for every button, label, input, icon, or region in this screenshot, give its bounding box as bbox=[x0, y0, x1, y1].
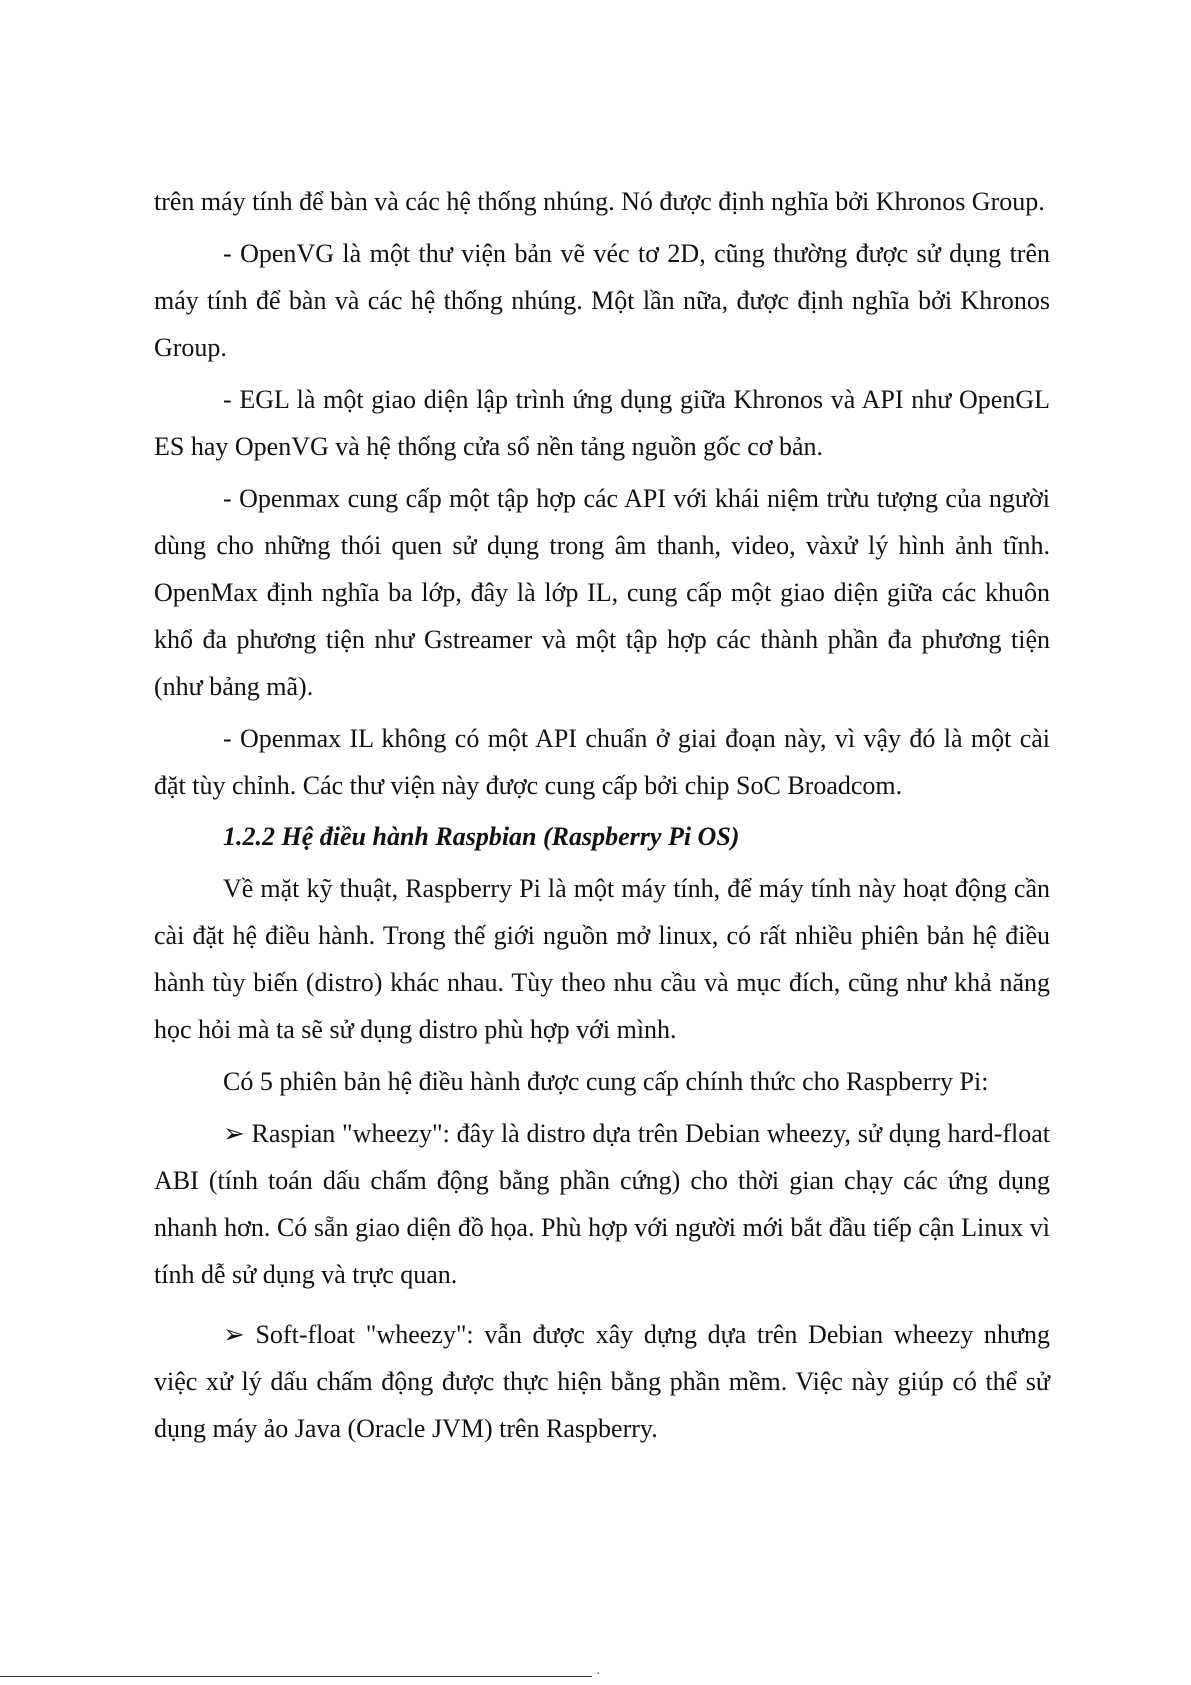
paragraph-khronos-continued: trên máy tính để bàn và các hệ thống nhúng. Nó được định nghĩa bởi Khronos Group. bbox=[154, 187, 1045, 216]
page-body bbox=[154, 178, 1050, 1452]
list-item-soft-float-wheezy: ➢ Soft-float "wheezy": vẫn được xây dựng dựa trên Debian wheezy nhưng việc xử lý dấu chấm động được thực hiện bằng phần mềm. Việc này giúp có thể sử dụng máy ảo Java (Oracle JVM) trên Raspberry. bbox=[154, 1320, 1050, 1443]
paragraph-openmax: - Openmax cung cấp một tập hợp các API với khái niệm trừu tượng của người dùng cho những thói quen sử dụng trong âm thanh, video, vàxử lý hình ảnh tĩnh. OpenMax định nghĩa ba lớp, đây là lớp IL, cung cấp một giao diện giữa các khuôn khổ đa phương tiện như Gstreamer và một tập hợp các thành phần đa phương tiện (như bảng mã). bbox=[154, 484, 1050, 701]
list-item-raspian-wheezy: ➢ Raspian "wheezy": đây là distro dựa trên Debian wheezy, sử dụng hard-float ABI (tính toán dấu chấm động bằng phần cứng) cho thời gian chạy các ứng dụng nhanh hơn. Có sẵn giao diện đồ họa. Phù hợp với người mới bắt đầu tiếp cận Linux vì tính dễ sử dụng và trực quan. bbox=[154, 1119, 1050, 1289]
section-heading-raspbian: 1.2.2 Hệ điều hành Raspbian (Raspberry Pi OS) bbox=[223, 822, 740, 851]
paragraph-raspberry-pi-os-intro: Về mặt kỹ thuật, Raspberry Pi là một máy tính, để máy tính này hoạt động cần cài đặt hệ điều hành. Trong thế giới nguồn mở linux, có rất nhiều phiên bản hệ điều hành tùy biến (distro) khác nhau. Tùy theo nhu cầu và mục đích, cũng như khả năng học hỏi mà ta sẽ sử dụng distro phù hợp với mình. bbox=[154, 874, 1050, 1044]
paragraph-openmax-il: - Openmax IL không có một API chuẩn ở giai đoạn này, vì vậy đó là một cài đặt tùy chỉnh. Các thư viện này được cung cấp bởi chip SoC Broadcom. bbox=[154, 724, 1050, 800]
footer-divider bbox=[0, 1676, 592, 1677]
footer-mark: · bbox=[596, 1667, 601, 1682]
paragraph-openvg: - OpenVG là một thư viện bản vẽ véc tơ 2D, cũng thường được sử dụng trên máy tính để bàn và các hệ thống nhúng. Một lần nữa, được định nghĩa bởi Khronos Group. bbox=[154, 239, 1050, 362]
paragraph-five-versions: Có 5 phiên bản hệ điều hành được cung cấp chính thức cho Raspberry Pi: bbox=[223, 1067, 989, 1096]
paragraph-egl: - EGL là một giao diện lập trình ứng dụng giữa Khronos và API như OpenGL ES hay OpenVG và hệ thống cửa sổ nền tảng nguồn gốc cơ bản. bbox=[154, 385, 1050, 461]
